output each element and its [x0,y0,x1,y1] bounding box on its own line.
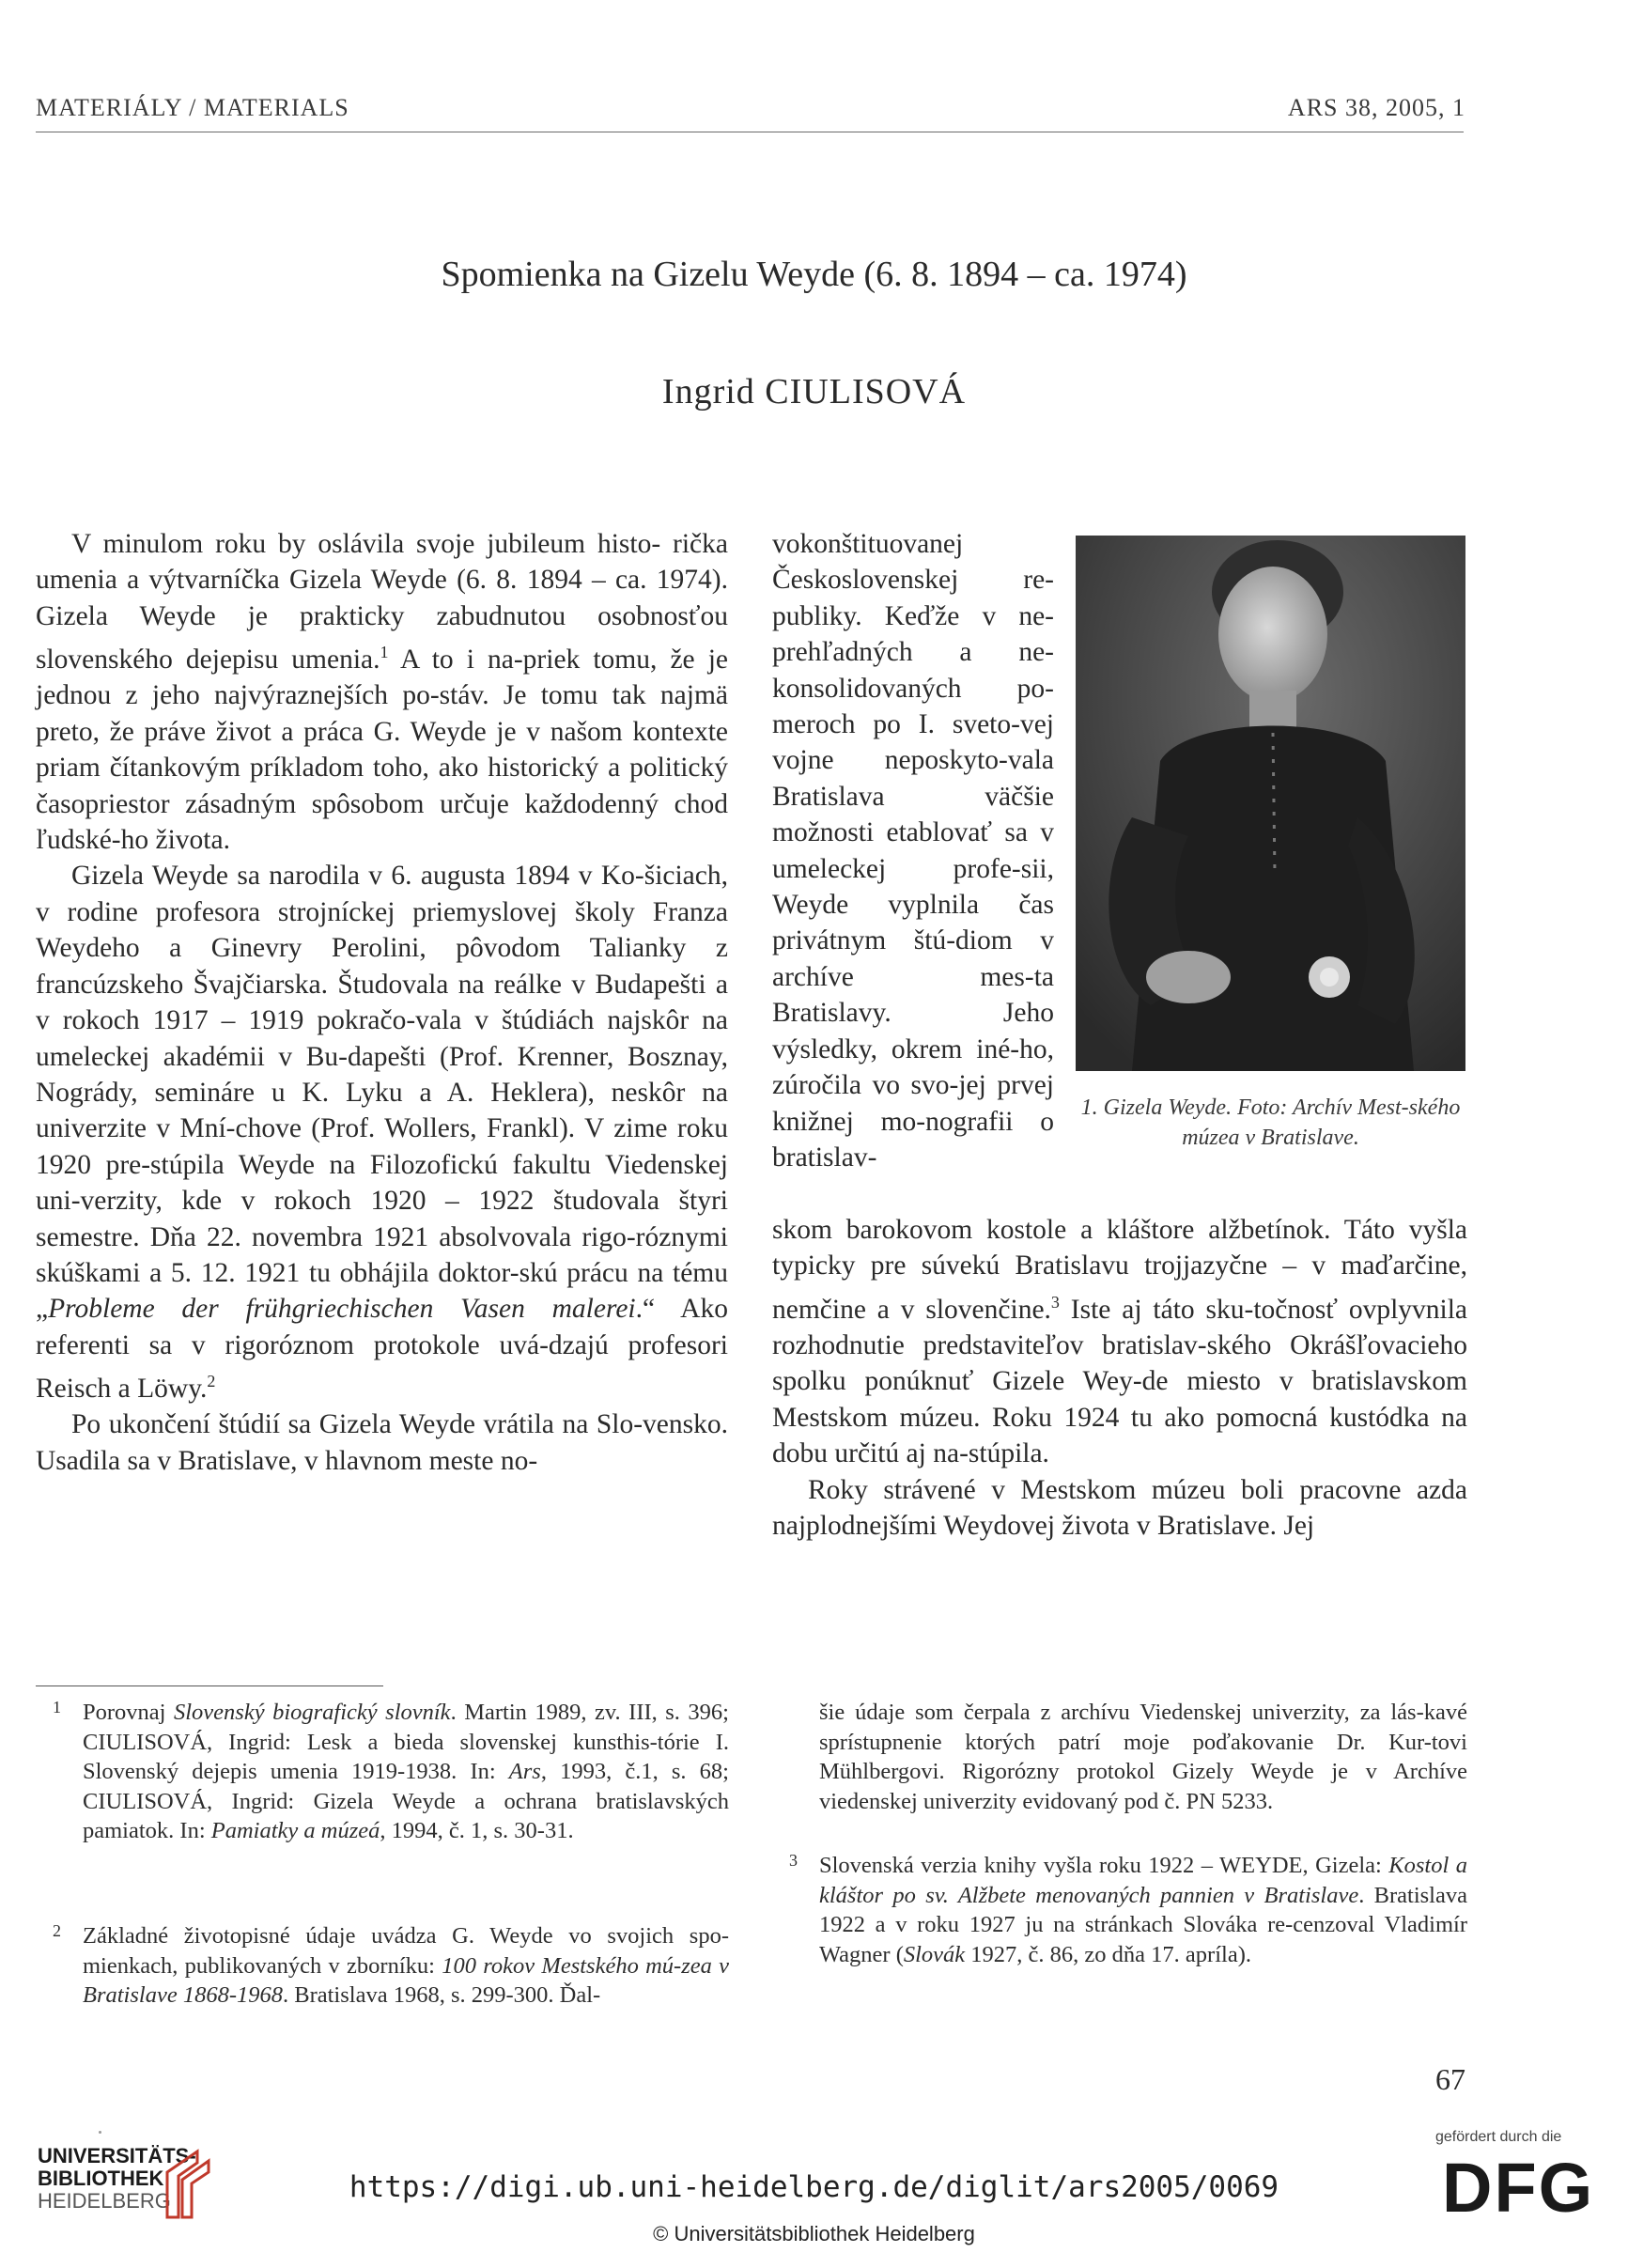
paragraph-2-text-b: .“ Ako referenti sa v rigoróznom protokole uvá-dzajú profesori Reisch a Löwy. [36,1294,728,1404]
footnote-3-part-c: 1927, č. 86, zo dňa 17. apríla). [965,1941,1251,1967]
footnote-1-italic-3: Pamiatky a múzeá [210,1818,380,1844]
funding-note: gefördert durch die [1435,2129,1562,2145]
copyright-notice: © Universitätsbibliothek Heidelberg [653,2222,975,2245]
photo-caption: 1. Gizela Weyde. Foto: Archív Mest-ského múzea v Bratislave. [1080,1095,1461,1150]
footnote-2-part-b: . Bratislava 1968, s. 299-300. Ďal- [283,1982,601,2009]
footnote-3-italic-2: Slovák [903,1941,966,1967]
logo-line-3: HEIDELBERG [38,2189,171,2213]
footnote-2-continued [789,1698,1467,1816]
logo-line-1: UNIVERSITÄTS- [38,2144,196,2167]
portrait-illustration [1076,536,1465,1071]
paragraph-1 [36,526,728,858]
page-number: 67 [1435,2062,1465,2096]
footnote-2-italic: 100 rokov Mestského mú-zea v Bratislave 1868-1968 [83,1952,730,2009]
footnote-3-part-b: . Bratislava 1922 a v roku 1927 ju na stránkach Slováka re-cenzoval Vladimír Wagner ( [819,1882,1467,1967]
article-author: Ingrid CIULISOVÁ [661,372,967,412]
footnote-3 [789,1851,1467,1969]
dfg-logo[interactable]: DFG [1442,2149,1595,2227]
source-url-link[interactable]: https://digi.ub.uni-heidelberg.de/diglit/ars2005/0069 [349,2170,1279,2204]
right-paragraph-1-text-b: Iste aj táto sku-točnosť ovplyvnila rozhodnutie predstaviteľov bratislav-ského Okrášľovacieho spolku ponúknuť Gizele Wey-de miesto v bratislavskom Mestskom múzeu. Roku 1924 tu ako pomocná kustódka na dobu určitú aj na-stúpila. [772,1294,1468,1469]
right-paragraph-1 [772,1212,1467,1472]
footnote-ref-2[interactable]: 2 [207,1372,216,1391]
footnote-1-number: 1 [53,1698,61,1717]
paragraph-2-text-a: Gizela Weyde sa narodila v 6. augusta 1894 v Ko-šiciach, v rodine profesora strojníckej priemyslovej školy Franza Weydeho a Ginevry Perolini, pôvodom Talianky z francúzskeho Švajčiarska. Študovala na reálke v Budapešti a v rokoch 1917 – 1919 pokračo-vala v štúdiách najskôr na umeleckej akadémii v Bu-dapešti (Prof. Krenner, Bosznay, Nogrády, semináre u K. Lyku a A. Heklera), neskôr na univerzite v Mní-chove (Prof. Wollers, Frankl). V zime roku 1920 pre-stúpila Weyde na Filozofickú fakultu Viedenskej uni-verzity, kde v rokoch 1920 – 1922 študovala štyri semestre. Dňa 22. novembra 1921 absolvovala rigo-róznymi skúškami a 5. 12. 1921 tu obhájila doktor-skú prácu na tému „ [36,861,728,1325]
footnote-1-text [53,1698,729,1846]
article-title: Spomienka na Gizelu Weyde (6. 8. 1894 – ca. 1974) [441,255,1187,294]
paragraph-3: Po ukončení štúdií sa Gizela Weyde vrátila na Slo-vensko. Usadila sa v Bratislave, v hlavnom meste no- [36,1409,728,1476]
dissertation-title: Probleme der frühgriechischen Vasen malerei [48,1294,636,1325]
right-paragraph-2: Roky strávené v Mestskom múzeu boli pracovne azda najplodnejšími Weydovej života v Bratislave. Jej [772,1474,1467,1542]
paragraph-1-text-a: V minulom roku by oslávila svoje jubileum histo- rička umenia a výtvarníčka Gizela Weyde (6. 8. 1894 – ca. 1974). Gizela Weyde je prakticky zabudnutou osobnosťou slovenského dejepisu umenia. [36,529,728,676]
running-head-left: MATERIÁLY / MATERIALS [36,94,349,121]
left-column [36,526,728,1479]
footnote-3-italic: Kostol a kláštor po sv. Alžbete menovaných pannien v Bratislave [819,1853,1467,1908]
right-paragraph-1-text-a: skom barokovom kostole a kláštore alžbetínok. Táto vyšla typicky pre súvekú Bratislavu trojjazyčne – v maďarčine, nemčine a v slovenčine. [772,1215,1467,1325]
paragraph-1-text-b: A to i na-priek tomu, že je jednou z jeho najvýraznejších po-stáv. Je tomu tak najmä preto, že práve život a práca G. Weyde je v našom kontexte priam čítankovým príkladom toho, ako historický a politický časopriestor zásadným spôsobom určuje každodenný chod ľudské-ho života. [36,645,729,856]
narrow-column [772,526,1054,1175]
footnote-1 [53,1698,729,1846]
footnote-1-part-d: , 1994, č. 1, s. 30-31. [380,1818,574,1844]
footnote-divider [36,1685,383,1686]
footnote-3-text [789,1851,1467,1969]
footnote-1-italic-2: Ars [508,1759,541,1785]
paragraph-2 [36,858,728,1406]
running-head-right: ARS 38, 2005, 1 [1287,94,1465,121]
footnote-3-number: 3 [789,1851,798,1870]
footnote-3-part-a: Slovenská verzia knihy vyšla roku 1922 – WEYDE, Gizela: [819,1853,1389,1878]
footnote-1-part-c: , 1993, č.1, s. 68; CIULISOVÁ, Ingrid: Gizela Weyde a ochrana bratislavských pamiatok. In: [83,1759,729,1844]
footnote-1-italic-1: Slovenský biografický slovník [173,1700,451,1725]
footnote-1-part-a: Porovnaj [83,1700,174,1725]
footnote-ref-3[interactable]: 3 [1050,1292,1060,1312]
footnote-ref-1[interactable]: 1 [380,643,389,662]
footnote-2 [53,1921,729,2011]
logo-line-2: BIBLIOTHEK [38,2167,164,2190]
decorative-dot [99,2131,101,2134]
narrow-column-text: vokonštituovanej Československej re-publiky. Keďže v ne-prehľadných a ne-konsolidovaných po-meroch po I. sveto-vej vojne neposkyto-vala Bratislava väčšie možnosti etablovať sa v umeleckej profe-sii, Weyde vyplnila čas privátnym štú-diom v archíve mes-ta Bratislavy. Jeho výsledky, okrem iné-ho, zúročila vo svo-jej prvej knižnej mo-nografii o bratislav- [772,529,1054,1173]
footnote-2-number: 2 [53,1921,61,1940]
footnote-1-part-b: . Martin 1989, zv. III, s. 396; CIULISOVÁ, Ingrid: Lesk a bieda slovenskej kunsthis-tórie I. Slovenský dejepis umenia 1919-1938. In: [83,1700,729,1785]
footnote-2-text [53,1921,729,2011]
right-column [772,1212,1467,1544]
portrait-photo [1076,536,1465,1071]
footnote-2-continued-text: šie údaje som čerpala z archívu Viedenskej univerzity, za lás-kavé sprístupnenie ktorých patrí moje poďakovanie Dr. Kur-tovi Mühlbergovi. Rigorózny protokol Gizely Weyde je v Archíve viedenskej univerzity evidovaný pod č. PN 5233. [819,1700,1467,1814]
footnote-2-part-a: Základné životopisné údaje uvádza G. Weyde vo svojich spo-mienkach, publikovaných v zborníku: [83,1923,729,1979]
